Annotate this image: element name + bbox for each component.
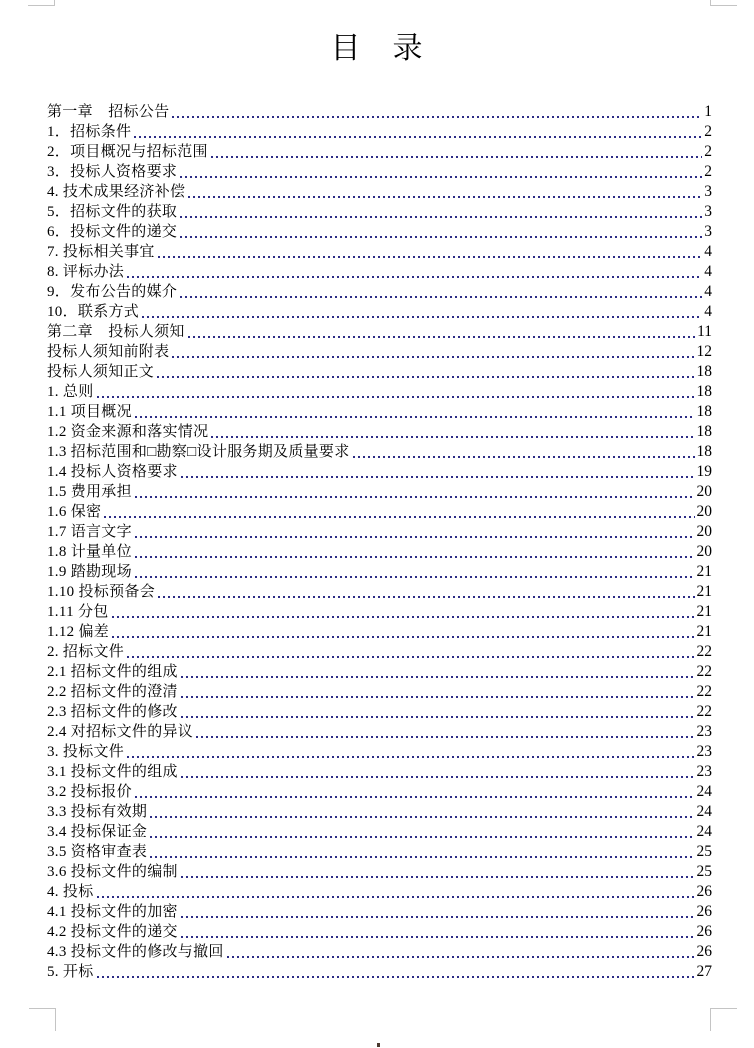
toc-list — [47, 102, 712, 982]
toc-entry-dotted-leader — [180, 216, 702, 218]
toc-entry-page[interactable]: 23 — [696, 743, 712, 760]
toc-entry[interactable] — [47, 302, 712, 322]
toc-entry-dotted-leader — [127, 276, 702, 278]
toc-entry[interactable] — [47, 342, 712, 362]
toc-entry-page[interactable]: 18 — [696, 383, 712, 400]
toc-entry-dotted-leader — [181, 776, 695, 778]
toc-entry-page[interactable]: 18 — [696, 403, 712, 420]
toc-entry[interactable] — [47, 742, 712, 762]
toc-entry-page[interactable]: 4 — [704, 283, 712, 300]
toc-entry[interactable] — [47, 402, 712, 422]
toc-entry-label[interactable]: 1.1 项目概况 — [47, 404, 132, 420]
toc-entry[interactable] — [47, 282, 712, 302]
toc-entry-dotted-leader — [172, 116, 702, 118]
toc-entry-dotted-leader — [142, 316, 702, 318]
toc-entry[interactable] — [47, 642, 712, 662]
toc-entry-page[interactable]: 24 — [696, 783, 712, 800]
toc-entry[interactable] — [47, 602, 712, 622]
toc-entry-label[interactable]: 投标人须知前附表 — [47, 344, 170, 360]
toc-entry[interactable] — [47, 882, 712, 902]
toc-entry[interactable] — [47, 322, 712, 342]
toc-entry[interactable] — [47, 662, 712, 682]
toc-entry-label[interactable]: 1．招标条件 — [47, 124, 132, 140]
toc-entry[interactable] — [47, 142, 712, 162]
toc-entry[interactable] — [47, 102, 712, 122]
toc-entry[interactable] — [47, 762, 712, 782]
toc-entry-label[interactable]: 4. 投标 — [47, 884, 94, 900]
toc-entry-dotted-leader — [172, 356, 694, 358]
toc-entry-label[interactable]: 3.6 投标文件的编制 — [47, 864, 178, 880]
toc-entry-label[interactable]: 9．发布公告的媒介 — [47, 284, 178, 300]
toc-entry-page[interactable]: 19 — [696, 463, 712, 480]
margin-corner-top-right-icon — [710, 0, 737, 6]
toc-entry-page[interactable]: 2 — [704, 143, 712, 160]
toc-entry-dotted-leader — [127, 656, 694, 658]
toc-entry-dotted-leader — [181, 876, 695, 878]
toc-entry-dotted-leader — [188, 196, 702, 198]
toc-entry-label[interactable]: 5. 开标 — [47, 964, 94, 980]
toc-entry-label[interactable]: 1.12 偏差 — [47, 624, 110, 640]
toc-entry-dotted-leader — [196, 736, 694, 738]
toc-entry[interactable] — [47, 802, 712, 822]
toc-entry-dotted-leader — [150, 816, 694, 818]
toc-entry-label[interactable]: 1.6 保密 — [47, 504, 102, 520]
toc-entry-dotted-leader — [97, 896, 695, 898]
toc-entry-label[interactable]: 1.5 费用承担 — [47, 484, 132, 500]
toc-entry[interactable] — [47, 122, 712, 142]
toc-entry-page[interactable]: 21 — [696, 563, 712, 580]
toc-entry-label[interactable]: 1.7 语言文字 — [47, 524, 132, 540]
toc-entry-dotted-leader — [180, 176, 702, 178]
toc-entry-page[interactable]: 18 — [696, 423, 712, 440]
toc-entry-page[interactable]: 4 — [704, 263, 712, 280]
toc-entry-dotted-leader — [157, 376, 694, 378]
toc-entry-label[interactable]: 1.4 投标人资格要求 — [47, 464, 178, 480]
toc-entry-page[interactable]: 21 — [696, 583, 712, 600]
toc-entry[interactable] — [47, 782, 712, 802]
toc-entry-dotted-leader — [104, 516, 694, 518]
toc-entry-page[interactable]: 18 — [696, 363, 712, 380]
toc-entry-dotted-leader — [180, 236, 702, 238]
toc-entry-label[interactable]: 1.8 计量单位 — [47, 544, 132, 560]
toc-entry[interactable] — [47, 442, 712, 462]
toc-entry-dotted-leader — [211, 156, 702, 158]
toc-entry[interactable] — [47, 462, 712, 482]
toc-entry[interactable] — [47, 942, 712, 962]
toc-entry-page[interactable]: 25 — [696, 863, 712, 880]
toc-entry-page[interactable]: 26 — [696, 923, 712, 940]
toc-entry-dotted-leader — [97, 396, 695, 398]
toc-entry[interactable] — [47, 202, 712, 222]
toc-entry-dotted-leader — [180, 296, 702, 298]
toc-entry[interactable] — [47, 722, 712, 742]
toc-entry-dotted-leader — [112, 636, 694, 638]
toc-entry-dotted-leader — [97, 976, 695, 978]
toc-entry-page[interactable]: 27 — [696, 963, 712, 980]
toc-entry-label[interactable]: 3. 投标文件 — [47, 744, 125, 760]
toc-entry-page[interactable]: 21 — [696, 623, 712, 640]
toc-entry-label[interactable]: 1.10 投标预备会 — [47, 584, 156, 600]
toc-entry-page[interactable]: 22 — [696, 643, 712, 660]
toc-entry-page[interactable]: 20 — [696, 543, 712, 560]
toc-entry-label[interactable]: 1. 总则 — [47, 384, 94, 400]
toc-entry-label[interactable]: 10．联系方式 — [47, 304, 140, 320]
toc-entry[interactable] — [47, 682, 712, 702]
toc-entry[interactable] — [47, 422, 712, 442]
toc-entry-page[interactable]: 26 — [696, 943, 712, 960]
toc-entry[interactable] — [47, 542, 712, 562]
toc-entry-dotted-leader — [188, 336, 695, 338]
toc-entry[interactable] — [47, 242, 712, 262]
toc-entry-label[interactable]: 1.3 招标范围和□勘察□设计服务期及质量要求 — [47, 444, 350, 460]
toc-entry-label[interactable]: 8. 评标办法 — [47, 264, 125, 280]
toc-entry-label[interactable]: 第二章 投标人须知 — [47, 324, 185, 340]
toc-entry[interactable] — [47, 842, 712, 862]
toc-entry-label[interactable]: 7. 投标相关事宜 — [47, 244, 155, 260]
toc-entry-page[interactable]: 3 — [704, 183, 712, 200]
toc-entry-dotted-leader — [134, 136, 702, 138]
toc-entry-label[interactable]: 4.2 投标文件的递交 — [47, 924, 178, 940]
toc-entry-page[interactable]: 20 — [696, 503, 712, 520]
toc-entry[interactable] — [47, 582, 712, 602]
toc-entry-label[interactable]: 6．投标文件的递交 — [47, 224, 178, 240]
toc-entry-label[interactable]: 2.3 招标文件的修改 — [47, 704, 178, 720]
footer-page-number-fragment — [377, 1043, 380, 1047]
toc-entry[interactable] — [47, 522, 712, 542]
toc-entry-page[interactable]: 3 — [704, 223, 712, 240]
toc-entry-label[interactable]: 1.11 分包 — [47, 604, 109, 620]
toc-entry-page[interactable]: 24 — [696, 803, 712, 820]
toc-entry[interactable] — [47, 262, 712, 282]
toc-entry-dotted-leader — [135, 556, 695, 558]
toc-entry-page[interactable]: 26 — [696, 903, 712, 920]
toc-entry-dotted-leader — [135, 416, 695, 418]
toc-entry[interactable] — [47, 962, 712, 982]
toc-entry-dotted-leader — [181, 716, 695, 718]
toc-entry[interactable] — [47, 182, 712, 202]
toc-entry[interactable] — [47, 622, 712, 642]
toc-entry[interactable] — [47, 482, 712, 502]
toc-entry-dotted-leader — [181, 936, 695, 938]
toc-entry[interactable] — [47, 162, 712, 182]
toc-entry-page[interactable]: 22 — [696, 663, 712, 680]
toc-entry-label[interactable]: 3.1 投标文件的组成 — [47, 764, 178, 780]
toc-entry-page[interactable]: 4 — [704, 303, 712, 320]
toc-entry-dotted-leader — [127, 756, 694, 758]
page-title: 目 录 — [330, 32, 424, 65]
toc-entry-page[interactable]: 22 — [696, 703, 712, 720]
toc-entry[interactable] — [47, 502, 712, 522]
toc-entry-dotted-leader — [112, 616, 695, 618]
toc-entry-label[interactable]: 5．招标文件的获取 — [47, 204, 178, 220]
toc-entry-dotted-leader — [227, 956, 695, 958]
toc-entry-label[interactable]: 第一章 招标公告 — [47, 104, 170, 120]
toc-entry[interactable] — [47, 862, 712, 882]
toc-entry-label[interactable]: 4.3 投标文件的修改与撤回 — [47, 944, 224, 960]
toc-entry[interactable] — [47, 822, 712, 842]
toc-entry-label[interactable]: 3.2 投标报价 — [47, 784, 132, 800]
toc-entry-dotted-leader — [181, 676, 695, 678]
toc-entry-page[interactable]: 11 — [697, 323, 712, 340]
toc-entry-label[interactable]: 3.4 投标保证金 — [47, 824, 148, 840]
toc-entry-label[interactable]: 3．投标人资格要求 — [47, 164, 178, 180]
toc-entry-dotted-leader — [150, 856, 694, 858]
toc-entry-page[interactable]: 12 — [696, 343, 712, 360]
toc-entry-label[interactable]: 2.2 招标文件的澄清 — [47, 684, 178, 700]
toc-entry-page[interactable]: 20 — [696, 523, 712, 540]
toc-entry[interactable] — [47, 702, 712, 722]
toc-entry-page[interactable]: 3 — [704, 203, 712, 220]
toc-entry-page[interactable]: 4 — [704, 243, 712, 260]
margin-corner-top-left-icon — [28, 0, 55, 6]
toc-entry-dotted-leader — [181, 696, 695, 698]
toc-entry-dotted-leader — [181, 916, 695, 918]
toc-entry-dotted-leader — [181, 476, 695, 478]
toc-entry-label[interactable]: 2.1 招标文件的组成 — [47, 664, 178, 680]
margin-corner-bottom-left-icon — [29, 1008, 56, 1031]
toc-entry-label[interactable]: 2. 招标文件 — [47, 644, 125, 660]
toc-entry-dotted-leader — [150, 836, 694, 838]
toc-entry[interactable] — [47, 382, 712, 402]
toc-entry-label[interactable]: 4. 技术成果经济补偿 — [47, 184, 186, 200]
toc-entry-page[interactable]: 23 — [696, 723, 712, 740]
toc-entry-page[interactable]: 1 — [704, 103, 712, 120]
toc-entry[interactable] — [47, 562, 712, 582]
toc-entry-dotted-leader — [135, 576, 695, 578]
toc-entry-page[interactable]: 26 — [696, 883, 712, 900]
toc-entry-page[interactable]: 24 — [696, 823, 712, 840]
toc-entry-page[interactable]: 2 — [704, 163, 712, 180]
toc-entry-dotted-leader — [353, 456, 695, 458]
toc-entry-label[interactable]: 3.5 资格审查表 — [47, 844, 148, 860]
toc-entry[interactable] — [47, 362, 712, 382]
toc-entry-dotted-leader — [135, 796, 695, 798]
toc-entry-page[interactable]: 22 — [696, 683, 712, 700]
toc-entry-label[interactable]: 1.2 资金来源和落实情况 — [47, 424, 209, 440]
toc-entry[interactable] — [47, 222, 712, 242]
toc-entry-label[interactable]: 投标人须知正文 — [47, 364, 155, 380]
margin-corner-bottom-right-icon — [710, 1008, 737, 1031]
toc-entry-page[interactable]: 23 — [696, 763, 712, 780]
toc-entry-dotted-leader — [158, 256, 703, 258]
toc-entry-label[interactable]: 2．项目概况与招标范围 — [47, 144, 208, 160]
toc-entry-page[interactable]: 18 — [696, 443, 712, 460]
toc-entry-page[interactable]: 2 — [704, 123, 712, 140]
toc-entry-page[interactable]: 20 — [696, 483, 712, 500]
toc-entry[interactable] — [47, 922, 712, 942]
toc-entry-label[interactable]: 2.4 对招标文件的异议 — [47, 724, 194, 740]
toc-entry[interactable] — [47, 902, 712, 922]
toc-entry-label[interactable]: 3.3 投标有效期 — [47, 804, 148, 820]
toc-entry-page[interactable]: 21 — [696, 603, 712, 620]
toc-entry-dotted-leader — [158, 596, 694, 598]
toc-entry-label[interactable]: 4.1 投标文件的加密 — [47, 904, 178, 920]
toc-entry-dotted-leader — [135, 536, 695, 538]
toc-entry-dotted-leader — [211, 436, 694, 438]
toc-entry-dotted-leader — [135, 496, 695, 498]
toc-entry-page[interactable]: 25 — [696, 843, 712, 860]
toc-entry-label[interactable]: 1.9 踏勘现场 — [47, 564, 132, 580]
